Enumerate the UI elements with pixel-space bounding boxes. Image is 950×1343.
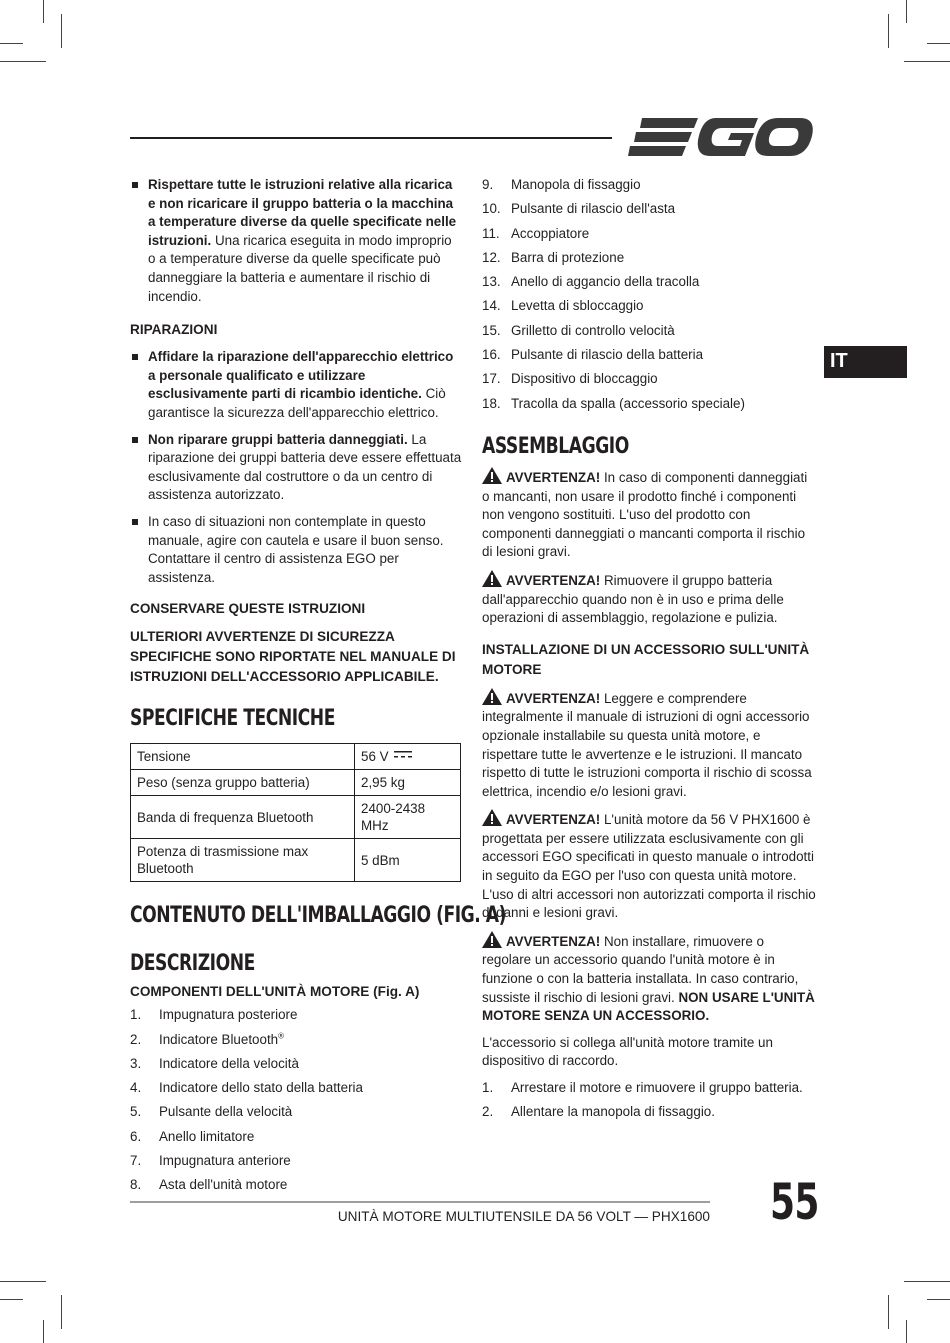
crop-mark (43, 0, 44, 23)
footer-rule (130, 1201, 710, 1203)
crop-mark (0, 43, 23, 44)
warning-text: Leggere e comprendere integralmente il manuale di istruzioni di ogni accessorio opzionale installabile su questa unità motore, e rispettare tutte le avvertenze e le istruzioni. Il mancato rispetto di tutte le istruzioni comporta il rischio di scossa elettrica, incendio e/o lesioni gravi. (482, 690, 812, 799)
list-number: 16. (482, 347, 501, 363)
list-number: 3. (130, 1055, 142, 1071)
bullet-text: Ciò garantisce la sicurezza dell'apparecchio elettrico. (148, 386, 446, 420)
list-label: Indicatore dello stato della batteria (159, 1080, 363, 1096)
list-label: Grilletto di controllo velocità (511, 322, 675, 338)
list-item (482, 273, 816, 297)
descrizione-title: DESCRIZIONE (130, 951, 255, 977)
ego-logo (628, 116, 813, 158)
list-label: Asta dell'unità motore (159, 1177, 288, 1193)
warning-triangle-icon (482, 570, 502, 587)
list-item (482, 395, 816, 419)
specs-table (130, 743, 461, 882)
warning-label: AVVERTENZA! (506, 812, 601, 828)
crop-mark (927, 1299, 950, 1300)
list-item (482, 249, 816, 273)
bullet-text: La riparazione dei gruppi batteria deve essere effettuata esclusivamente dal costruttore o da un centro di assistenza autorizzato. (148, 431, 462, 503)
contenuto-title: CONTENUTO DELL'IMBALLAGGIO (FIG. A) (130, 903, 506, 929)
spec-value: 2,95 kg (355, 770, 461, 796)
crop-mark (906, 0, 907, 23)
bullet-text: In caso di situazioni non contemplate in questo manuale, agire con cautela e usare il buon senso. Contattare il centro di assistenza EGO per assistenza. (148, 513, 444, 585)
list-number: 1. (130, 1007, 142, 1023)
list-item (482, 346, 816, 370)
componenti-heading: COMPONENTI DELL'UNITÀ MOTORE (Fig. A) (130, 984, 420, 1000)
list-label: Tracolla da spalla (accessorio speciale) (511, 395, 745, 411)
dc-symbol-icon (394, 751, 412, 759)
list-number: 8. (130, 1177, 142, 1193)
list-item (482, 200, 816, 224)
bullet-item (130, 348, 462, 422)
crop-mark (0, 1281, 46, 1282)
list-number: 10. (482, 201, 501, 217)
bullet-item (130, 176, 462, 306)
list-item (482, 225, 816, 249)
list-item (130, 1031, 462, 1055)
list-label: Anello limitatore (159, 1128, 255, 1144)
list-number: 5. (130, 1104, 142, 1120)
list-number: 17. (482, 371, 501, 387)
warning-paragraph (482, 931, 816, 1026)
registered-mark: ® (278, 1031, 285, 1041)
spec-label: Tensione (131, 744, 355, 770)
warning-paragraph (482, 809, 816, 923)
bullet-item (130, 513, 462, 587)
list-label: Indicatore della velocità (159, 1055, 299, 1071)
list-number: 15. (482, 322, 501, 338)
crop-mark (904, 61, 950, 62)
list-item (482, 370, 816, 394)
list-item (130, 1152, 462, 1176)
warning-triangle-icon (482, 809, 502, 826)
crop-mark (0, 61, 46, 62)
list-number: 9. (482, 177, 494, 192)
warning-label: AVVERTENZA! (506, 933, 601, 949)
list-item (130, 1176, 462, 1200)
list-label: Manopola di fissaggio (511, 177, 641, 192)
step-item (482, 1103, 816, 1127)
crop-mark (61, 1295, 62, 1329)
crop-mark (43, 1320, 44, 1343)
warning-paragraph (482, 570, 816, 628)
bullet-bold-text: Non riparare gruppi batteria danneggiati. (148, 431, 408, 447)
warning-text: Non installare, rimuovere o regolare un accessorio quando l'unità motore è in funzione o con la batteria installata. In caso contrario, sussiste il rischio di lesioni gravi. (482, 933, 799, 1005)
list-item (130, 1103, 462, 1127)
language-tab (824, 346, 907, 378)
spec-value-text: 56 V (361, 749, 389, 765)
crop-mark (888, 1295, 889, 1329)
list-label: Pulsante di rilascio dell'asta (511, 201, 676, 217)
warning-label: AVVERTENZA! (506, 469, 601, 485)
list-number: 14. (482, 298, 501, 314)
crop-mark (888, 14, 889, 48)
warning-label: AVVERTENZA! (506, 690, 601, 706)
list-number: 12. (482, 249, 501, 265)
list-item (130, 1006, 462, 1030)
specs-title: SPECIFICHE TECNICHE (130, 706, 335, 732)
bullet-text: Una ricarica eseguita in modo improprio o a temperature diverse da quelle specificate può danneggiare la batteria e aumentare il rischio di incendio. (148, 232, 452, 304)
list-label: Impugnatura posteriore (159, 1007, 298, 1023)
list-label: Indicatore Bluetooth (159, 1031, 279, 1047)
crop-mark (906, 1320, 907, 1343)
table-row (131, 796, 461, 839)
ulteriori-heading: ULTERIORI AVVERTENZE DI SICUREZZA SPECIFICHE SONO RIPORTATE NEL MANUALE DI ISTRUZIONI DELL'ACCESSORIO APPLICABILE. (130, 629, 456, 685)
list-number: 11. (482, 225, 500, 241)
table-row (131, 839, 461, 882)
list-label: Pulsante di rilascio della batteria (511, 347, 704, 363)
list-label: Dispositivo di bloccaggio (511, 371, 658, 387)
spec-label: Potenza di trasmissione max Bluetooth (131, 839, 355, 882)
connection-paragraph: L'accessorio si collega all'unità motore tramite un dispositivo di raccordo. (482, 1034, 773, 1069)
bullet-bold-text: Affidare la riparazione dell'apparecchio elettrico a personale qualificato e utilizzare esclusivamente parti di ricambio identiche. (148, 349, 454, 402)
install-heading: INSTALLAZIONE DI UN ACCESSORIO SULL'UNITÀ MOTORE (482, 641, 810, 677)
riparazioni-heading: RIPARAZIONI (130, 322, 218, 338)
spec-value: 5 dBm (355, 839, 461, 882)
footer-title: UNITÀ MOTORE MULTIUTENSILE DA 56 VOLT — PHX1600 (337, 1209, 710, 1224)
crop-mark (904, 1281, 950, 1282)
spec-value: 2400-2438 MHz (355, 796, 461, 839)
table-row (131, 770, 461, 796)
warning-text: In caso di componenti danneggiati o mancanti, non usare il prodotto finché i componenti non vengono sostituiti. L'uso del prodotto con componenti danneggiati o mancanti comporta il rischio di lesioni gravi. (482, 469, 808, 560)
list-number: 2. (130, 1031, 142, 1047)
warning-bold-text: NON USARE L'UNITÀ MOTORE SENZA UN ACCESSORIO. (482, 989, 815, 1024)
conservare-heading: CONSERVARE QUESTE ISTRUZIONI (130, 601, 366, 617)
bullet-square-icon (132, 519, 138, 525)
list-number: 18. (482, 395, 501, 411)
step-item (482, 1079, 816, 1103)
list-item (482, 297, 816, 321)
list-label: Anello di aggancio della tracolla (511, 274, 700, 290)
crop-mark (0, 1299, 23, 1300)
warning-label: AVVERTENZA! (506, 572, 601, 588)
warning-text: Rimuovere il gruppo batteria dall'apparecchio quando non è in uso e prima delle operazioni di assemblaggio, regolazione e pulizia. (482, 572, 784, 626)
list-label: Impugnatura anteriore (159, 1153, 291, 1169)
header-rule (130, 137, 612, 139)
list-item (130, 1079, 462, 1103)
warning-triangle-icon (482, 467, 502, 484)
warning-paragraph (482, 688, 816, 802)
list-number: 6. (130, 1128, 142, 1144)
page-number: 55 (770, 1173, 819, 1231)
list-item (482, 176, 816, 200)
step-number: 1. (482, 1080, 494, 1095)
step-label: Allentare la manopola di fissaggio. (511, 1104, 715, 1120)
warning-text: L'unità motore da 56 V PHX1600 è progettata per essere utilizzata esclusivamente con gli accessori EGO specificati in questo manuale o introdotti in seguito da EGO per l'uso con questa unità motore. L'uso di altri accessori non autorizzati comporta il rischio di danni e lesioni gravi. (482, 812, 816, 921)
list-label: Pulsante della velocità (159, 1104, 293, 1120)
list-number: 4. (130, 1080, 142, 1096)
right-column (482, 176, 816, 1128)
spec-label: Peso (senza gruppo batteria) (131, 770, 355, 796)
list-label: Barra di protezione (511, 249, 625, 265)
bullet-square-icon (132, 182, 138, 188)
bullet-item (130, 431, 462, 505)
warning-paragraph (482, 467, 816, 562)
warning-triangle-icon (482, 688, 502, 705)
list-number: 13. (482, 274, 501, 290)
list-item (130, 1055, 462, 1079)
crop-mark (61, 14, 62, 48)
list-item (482, 322, 816, 346)
bullet-square-icon (132, 437, 138, 443)
crop-mark (927, 43, 950, 44)
list-number: 7. (130, 1153, 142, 1169)
warning-triangle-icon (482, 931, 502, 948)
table-row (131, 744, 461, 770)
language-tab-label: IT (830, 350, 848, 372)
spec-label: Banda di frequenza Bluetooth (131, 796, 355, 839)
spec-value (355, 744, 461, 770)
bullet-bold-text: Rispettare tutte le istruzioni relative alla ricarica e non ricaricare il gruppo batteria o la macchina a temperature diverse da quelle specificate nelle istruzioni. (148, 177, 457, 248)
list-label: Levetta di sbloccaggio (511, 298, 644, 314)
step-label: Arrestare il motore e rimuovere il gruppo batteria. (511, 1080, 803, 1095)
assemblaggio-title: ASSEMBLAGGIO (482, 433, 629, 459)
bullet-square-icon (132, 354, 138, 360)
step-number: 2. (482, 1104, 494, 1120)
list-item (130, 1128, 462, 1152)
list-label: Accoppiatore (511, 225, 590, 241)
